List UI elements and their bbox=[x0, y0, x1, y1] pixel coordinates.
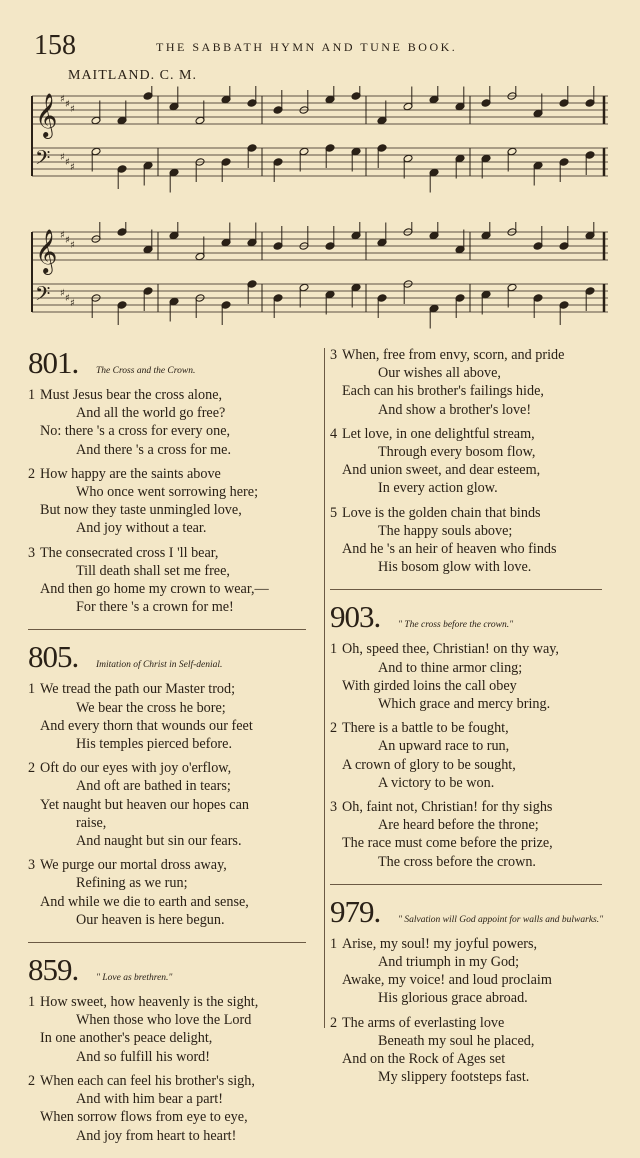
music-staff-system bbox=[30, 86, 612, 196]
verse bbox=[28, 759, 322, 850]
hymn-subtitle: The Cross and the Crown. bbox=[96, 366, 196, 376]
verse-line-text: Which grace and mercy bring. bbox=[378, 696, 551, 713]
verse-line-text: Awake, my voice! and loud proclaim bbox=[342, 972, 552, 989]
verse-line bbox=[330, 953, 618, 971]
verse-line-text: Through every bosom flow, bbox=[378, 444, 536, 461]
verse-line-text: When, free from envy, scorn, and pride bbox=[342, 347, 565, 363]
verse-number: 2 bbox=[330, 720, 338, 737]
verse-line-text: And all the world go free? bbox=[76, 405, 226, 422]
section-rule bbox=[330, 589, 602, 590]
verse-line-text: Love is the golden chain that binds bbox=[342, 504, 541, 521]
verse-line-text: And joy without a tear. bbox=[76, 520, 207, 537]
verse-line-text: And to thine armor cling; bbox=[378, 659, 523, 676]
verse-line bbox=[28, 1048, 322, 1066]
hymn bbox=[28, 640, 322, 929]
verse-line bbox=[28, 501, 322, 519]
verse-line-text: We tread the path our Master trod; bbox=[40, 681, 236, 698]
verse-line-text: When those who love the Lord bbox=[76, 1012, 252, 1029]
hymn bbox=[330, 895, 618, 1087]
verse-line-text: How happy are the saints above bbox=[40, 465, 221, 482]
verse-line-text: For there 's a crown for me! bbox=[76, 599, 234, 616]
verse-line bbox=[28, 1108, 322, 1126]
verse-number: 5 bbox=[330, 504, 338, 521]
verse-number: 1 bbox=[28, 387, 36, 403]
verse-line bbox=[330, 659, 618, 677]
verse-number: 1 bbox=[330, 641, 338, 658]
svg-text:♯: ♯ bbox=[60, 230, 65, 241]
verse-line bbox=[28, 598, 322, 616]
hymn-heading bbox=[330, 600, 618, 640]
verse-line bbox=[330, 346, 618, 364]
verse-line bbox=[28, 717, 322, 735]
hymn-number: 805. bbox=[28, 639, 79, 675]
bass-clef-icon: 𝄢 bbox=[35, 146, 51, 174]
verse-line bbox=[28, 814, 322, 832]
verse-line-text: And while we die to earth and sense, bbox=[40, 893, 249, 910]
verse-number: 1 bbox=[28, 681, 36, 698]
treble-clef-icon: 𝄞 bbox=[35, 93, 58, 137]
verse-line-text: And union sweet, and dear esteem, bbox=[342, 462, 541, 479]
page-number: 158 bbox=[34, 30, 76, 61]
verse-line bbox=[28, 1127, 322, 1145]
verse-line-text: Till death shall set me free, bbox=[76, 562, 230, 579]
verse-line bbox=[330, 540, 618, 558]
hymn-number: 979. bbox=[330, 893, 381, 929]
verse-line-text: And joy from heart to heart! bbox=[76, 1127, 237, 1144]
verse-line bbox=[330, 971, 618, 989]
verse-line bbox=[330, 364, 618, 382]
verse-line-text: A crown of glory to be sought, bbox=[342, 756, 516, 773]
verse-line bbox=[330, 425, 618, 443]
verse-line bbox=[28, 1090, 322, 1108]
hymn bbox=[330, 600, 618, 870]
verse-line-text: And on the Rock of Ages set bbox=[342, 1051, 506, 1068]
svg-text:♯: ♯ bbox=[65, 293, 70, 304]
verse-line-text: An upward race to run, bbox=[378, 738, 510, 755]
verse-line-text: Oft do our eyes with joy o'erflow, bbox=[40, 760, 232, 777]
verse-line-text: The cross before the crown. bbox=[378, 853, 536, 870]
verse-line bbox=[28, 404, 322, 422]
verse-line-text: My slippery footsteps fast. bbox=[378, 1069, 530, 1086]
verse-number: 3 bbox=[28, 544, 36, 561]
verse-line-text: raise, bbox=[76, 814, 107, 831]
bass-clef-icon: 𝄢 bbox=[35, 282, 51, 310]
hymn bbox=[28, 953, 322, 1145]
verse-line bbox=[28, 993, 322, 1011]
verse-line bbox=[330, 834, 618, 852]
verse-line bbox=[330, 522, 618, 540]
verse-line bbox=[330, 1014, 618, 1032]
verse-line-text: The consecrated cross I 'll bear, bbox=[40, 544, 219, 561]
verse-line bbox=[28, 680, 322, 698]
verse-line-text: Oh, speed thee, Christian! on thy way, bbox=[342, 641, 559, 658]
verse-line-text: Must Jesus bear the cross alone, bbox=[40, 387, 223, 403]
verse-line-text: Yet naught but heaven our hopes can bbox=[40, 796, 249, 813]
verse-line bbox=[330, 816, 618, 834]
verse-line-text: And naught but sin our fears. bbox=[76, 833, 242, 850]
verse-number: 2 bbox=[28, 465, 36, 482]
svg-text:♯: ♯ bbox=[65, 99, 70, 110]
verse bbox=[28, 856, 322, 929]
verse-line-text: We purge our mortal dross away, bbox=[40, 857, 227, 874]
hymn-subtitle: " Salvation will God appoint for walls and bulwarks." bbox=[398, 914, 604, 925]
verse-line-text: Arise, my soul! my joyful powers, bbox=[342, 935, 538, 952]
left-column bbox=[28, 346, 322, 1158]
verse-line-text: Each can his brother's failings hide, bbox=[342, 383, 544, 400]
verse-line bbox=[330, 558, 618, 576]
verse-number: 3 bbox=[330, 347, 338, 363]
svg-text:♯: ♯ bbox=[65, 235, 70, 246]
verse-line-text: His glorious grace abroad. bbox=[378, 990, 528, 1007]
verse-line bbox=[330, 989, 618, 1007]
verse-line bbox=[330, 1068, 618, 1086]
svg-text:♯: ♯ bbox=[60, 94, 65, 105]
verse-line bbox=[330, 461, 618, 479]
verse-number: 2 bbox=[28, 1072, 36, 1089]
verse-line-text: Oh, faint not, Christian! for thy sighs bbox=[342, 799, 553, 816]
verse-line bbox=[330, 798, 618, 816]
verse bbox=[330, 346, 618, 419]
verse-line-text: Our heaven is here begun. bbox=[76, 911, 225, 928]
verse-line-text: And show a brother's love! bbox=[378, 401, 532, 418]
verse-line bbox=[28, 699, 322, 717]
verse bbox=[28, 544, 322, 617]
tune-title: MAITLAND. C. M. bbox=[68, 68, 197, 83]
verse-line bbox=[28, 759, 322, 777]
verse-line bbox=[330, 935, 618, 953]
verse-number: 2 bbox=[28, 760, 36, 777]
verse-line-text: There is a battle to be fought, bbox=[342, 720, 509, 737]
section-rule bbox=[28, 629, 306, 630]
verse-number: 1 bbox=[330, 935, 338, 952]
verse-line bbox=[28, 544, 322, 562]
verse-line bbox=[330, 677, 618, 695]
verse-line bbox=[330, 737, 618, 755]
verse-number: 4 bbox=[330, 425, 338, 442]
svg-text:♯: ♯ bbox=[60, 152, 65, 163]
verse bbox=[330, 1014, 618, 1087]
verse-line bbox=[28, 777, 322, 795]
verse bbox=[330, 935, 618, 1008]
music-staff-system bbox=[30, 222, 612, 332]
verse-line bbox=[28, 856, 322, 874]
verse-line bbox=[330, 401, 618, 419]
verse bbox=[330, 425, 618, 498]
verse bbox=[28, 680, 322, 753]
verse-line bbox=[330, 1050, 618, 1068]
svg-text:♯: ♯ bbox=[65, 157, 70, 168]
hymn-subtitle: " Love as brethren." bbox=[96, 973, 173, 984]
music-system-2 bbox=[30, 222, 612, 332]
section-rule bbox=[330, 884, 602, 885]
verse-line-text: Let love, in one delightful stream, bbox=[342, 425, 535, 442]
verse-line-text: His temples pierced before. bbox=[76, 736, 233, 753]
right-column bbox=[330, 346, 618, 1100]
hymn-heading bbox=[28, 640, 322, 680]
hymn-number: 903. bbox=[330, 599, 381, 635]
verse-line bbox=[28, 893, 322, 911]
verse bbox=[330, 798, 618, 871]
verse-number: 3 bbox=[28, 857, 36, 874]
verse-line-text: A victory to be won. bbox=[378, 774, 495, 791]
svg-text:♯: ♯ bbox=[70, 162, 75, 173]
verse-line-text: The race must come before the prize, bbox=[342, 835, 553, 852]
verse-line-text: Are heard before the throne; bbox=[378, 817, 539, 834]
verse bbox=[330, 640, 618, 713]
verse-line-text: With girded loins the call obey bbox=[342, 677, 517, 694]
verse-line-text: And he 's an heir of heaven who finds bbox=[342, 541, 557, 558]
verse-number: 1 bbox=[28, 994, 36, 1011]
verse bbox=[28, 386, 322, 459]
verse-line bbox=[28, 832, 322, 850]
verse-line-text: And triumph in my God; bbox=[378, 954, 520, 971]
verse-line bbox=[28, 911, 322, 929]
verse-line bbox=[330, 443, 618, 461]
verse-line-text: In one another's peace delight, bbox=[40, 1030, 213, 1047]
verse-line bbox=[330, 640, 618, 658]
hymn-subtitle: Imitation of Christ in Self-denial. bbox=[96, 660, 223, 671]
section-rule bbox=[28, 942, 306, 943]
music-system-1 bbox=[30, 86, 612, 196]
verse-line bbox=[28, 580, 322, 598]
verse-line-text: His bosom glow with love. bbox=[378, 559, 532, 576]
verse-line-text: How sweet, how heavenly is the sight, bbox=[40, 994, 259, 1011]
verse bbox=[28, 1072, 322, 1145]
verse-line bbox=[330, 695, 618, 713]
hymn-number: 859. bbox=[28, 952, 79, 988]
verse-line bbox=[28, 1029, 322, 1047]
verse-line-text: And oft are bathed in tears; bbox=[76, 778, 231, 795]
verse-line-text: And then go home my crown to wear,— bbox=[40, 581, 269, 598]
verse-line-text: And every thorn that wounds our feet bbox=[40, 717, 253, 734]
verse bbox=[28, 465, 322, 538]
verse-line-text: Refining as we run; bbox=[76, 875, 188, 892]
verse-number: 3 bbox=[330, 799, 338, 816]
verse-line bbox=[28, 1072, 322, 1090]
verse-line bbox=[330, 756, 618, 774]
column-divider bbox=[324, 348, 325, 1028]
hymn-subtitle: " The cross before the crown." bbox=[398, 620, 514, 631]
svg-text:♯: ♯ bbox=[60, 288, 65, 299]
verse-line bbox=[28, 465, 322, 483]
hymn-number: 801. bbox=[28, 345, 79, 380]
verse-line bbox=[28, 483, 322, 501]
verse-line bbox=[28, 519, 322, 537]
verse bbox=[330, 504, 618, 577]
hymn bbox=[330, 346, 618, 576]
verse-line bbox=[28, 422, 322, 440]
verse-line-text: Beneath my soul he placed, bbox=[378, 1032, 535, 1049]
verse-line-text: Who once went sorrowing here; bbox=[76, 484, 259, 501]
verse-line-text: No: there 's a cross for every one, bbox=[40, 423, 231, 440]
verse-line-text: When sorrow flows from eye to eye, bbox=[40, 1109, 248, 1126]
verse-line-text: The happy souls above; bbox=[378, 522, 513, 539]
verse-number: 2 bbox=[330, 1014, 338, 1031]
verse-line bbox=[28, 796, 322, 814]
verse-line bbox=[28, 874, 322, 892]
verse-line-text: In every action glow. bbox=[378, 480, 498, 497]
verse-line-text: And there 's a cross for me. bbox=[76, 441, 232, 458]
verse-line bbox=[28, 1011, 322, 1029]
hymn-heading bbox=[28, 953, 322, 993]
running-title: THE SABBATH HYMN AND TUNE BOOK. bbox=[156, 40, 458, 54]
verse-line bbox=[28, 735, 322, 753]
svg-text:♯: ♯ bbox=[70, 104, 75, 115]
hymn-heading bbox=[330, 895, 618, 935]
verse-line bbox=[330, 1032, 618, 1050]
verse-line-text: The arms of everlasting love bbox=[342, 1014, 505, 1031]
hymn-heading bbox=[28, 346, 322, 386]
verse-line bbox=[330, 382, 618, 400]
verse-line bbox=[330, 853, 618, 871]
verse-line bbox=[28, 562, 322, 580]
verse-line-text: But now they taste unmingled love, bbox=[40, 502, 242, 519]
verse bbox=[330, 719, 618, 792]
verse-line bbox=[330, 504, 618, 522]
verse bbox=[28, 993, 322, 1066]
svg-text:♯: ♯ bbox=[70, 298, 75, 309]
verse-line bbox=[330, 719, 618, 737]
verse-line bbox=[28, 441, 322, 459]
svg-text:♯: ♯ bbox=[70, 240, 75, 251]
verse-line bbox=[330, 479, 618, 497]
verse-line-text: And with him bear a part! bbox=[76, 1091, 223, 1108]
page-header bbox=[34, 30, 614, 64]
verse-line bbox=[330, 774, 618, 792]
hymn bbox=[28, 346, 322, 616]
verse-line-text: And so fulfill his word! bbox=[76, 1048, 210, 1065]
verse-line-text: We bear the cross he bore; bbox=[76, 699, 226, 716]
verse-line-text: When each can feel his brother's sigh, bbox=[40, 1072, 255, 1089]
verse-line bbox=[28, 386, 322, 404]
treble-clef-icon: 𝄞 bbox=[35, 229, 58, 273]
verse-line-text: Our wishes all above, bbox=[378, 365, 501, 382]
